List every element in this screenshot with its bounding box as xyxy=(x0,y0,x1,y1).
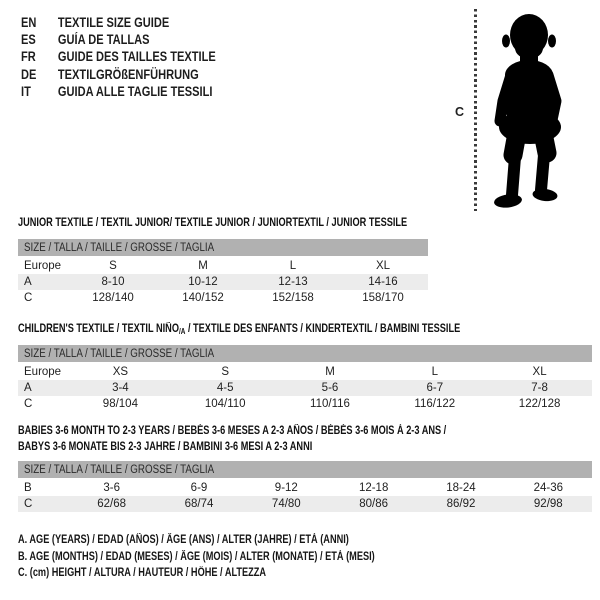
cell: 12-18 xyxy=(358,482,389,494)
babies-table-title xyxy=(18,423,553,455)
cell: 4-5 xyxy=(216,382,234,394)
cell: 18-24 xyxy=(446,482,476,494)
cell: 122/128 xyxy=(518,398,561,410)
footnotes xyxy=(18,534,464,584)
lang-row-es xyxy=(21,31,216,48)
size-header-bar xyxy=(18,345,592,362)
title-suffix: / TEXTILE DES ENFANTS / KINDERTEXTIL / BAMBINI TESSILE xyxy=(185,323,461,335)
title-prefix: CHILDREN'S TEXTILE / TEXTIL NIÑO xyxy=(18,323,179,335)
cell: 12-13 xyxy=(278,276,308,288)
children-table-title xyxy=(18,323,571,336)
children-table-title-text xyxy=(18,323,460,336)
table-row-height xyxy=(18,290,428,306)
table-row-months xyxy=(18,480,592,496)
lang-row-it xyxy=(21,83,216,100)
cell: 110/116 xyxy=(310,398,350,410)
lang-title: GUIDE DES TAILLES TEXTILE xyxy=(57,49,216,65)
cell: XL xyxy=(532,366,547,378)
cell: 158/170 xyxy=(362,292,404,304)
footnote-c-text: C. (cm) HEIGHT / ALTURA / HAUTEUR / HÖHE / ALTEZZA xyxy=(18,567,267,579)
footnote-b xyxy=(18,551,464,568)
size-header-label: SIZE / TALLA / TAILLE / GRÖSSE / TAGLIA xyxy=(24,241,215,254)
cell: XS xyxy=(112,366,129,378)
cell: M xyxy=(325,366,335,378)
language-list xyxy=(21,14,259,100)
cell: 24-36 xyxy=(533,482,564,494)
babies-size-table xyxy=(18,461,592,512)
cell: 74/80 xyxy=(271,498,301,510)
lang-title: TEXTILGRÖßENFÜHRUNG xyxy=(57,66,199,82)
lang-row-fr xyxy=(21,48,216,65)
junior-table-title xyxy=(18,217,504,229)
lang-code: FR xyxy=(21,49,36,65)
cell: 6-9 xyxy=(190,482,208,494)
lang-row-de xyxy=(21,66,216,83)
lang-title: GUÍA DE TALLAS xyxy=(57,32,150,48)
cell: 14-16 xyxy=(368,276,398,288)
cell: 152/158 xyxy=(272,292,314,304)
cell: 104/110 xyxy=(204,398,246,410)
table-row-height xyxy=(18,396,592,412)
table-row-age xyxy=(18,380,592,396)
height-measure-label: C xyxy=(455,105,465,119)
row-label: A xyxy=(24,382,32,394)
size-header-label: SIZE / TALLA / TAILLE / GRÖSSE / TAGLIA xyxy=(24,463,215,476)
footnote-a-text: A. AGE (YEARS) / EDAD (AÑOS) / ÂGE (ANS) / ALTER (JAHRE) / ETÀ (ANNI) xyxy=(18,534,349,546)
lang-title: TEXTILE SIZE GUIDE xyxy=(57,15,170,31)
table-row-height xyxy=(18,496,592,512)
height-dashed-line xyxy=(474,9,477,211)
babies-title-line1: BABIES 3-6 MONTH TO 2-3 YEARS / BEBÉS 3-6 MESES A 2-3 AÑOS / BÉBÉS 3-6 MOIS À 2-3 ANS / xyxy=(18,425,447,437)
size-header-bar xyxy=(18,461,592,478)
cell: 86/92 xyxy=(446,498,476,510)
footnote-b-text: B. AGE (MONTHS) / EDAD (MESES) / ÂGE (MOIS) / ALTER (MONATE) / ETÀ (MESI) xyxy=(18,550,375,563)
cell: 80/86 xyxy=(359,498,389,510)
babies-title-line2: BABYS 3-6 MONATE BIS 2-3 JAHRE / BAMBINI 3-6 MESI A 2-3 ANNI xyxy=(18,441,313,453)
cell: 98/104 xyxy=(102,398,138,410)
table-row-europe xyxy=(18,258,428,274)
lang-row-en xyxy=(21,14,216,31)
cell: 140/152 xyxy=(182,292,224,304)
cell: L xyxy=(289,260,297,272)
cell: 92/98 xyxy=(533,498,563,510)
row-label: A xyxy=(24,276,32,288)
cell: 6-7 xyxy=(426,382,444,394)
cell: XL xyxy=(375,260,391,272)
cell: 10-12 xyxy=(188,276,218,288)
size-header-bar xyxy=(18,239,428,256)
children-size-table xyxy=(18,345,592,412)
lang-title: GUIDA ALLE TAGLIE TESSILI xyxy=(57,83,213,99)
cell: 68/74 xyxy=(184,498,214,510)
row-label: Europe xyxy=(24,366,62,378)
row-label: C xyxy=(24,398,33,410)
cell: 8-10 xyxy=(101,276,125,288)
row-label: C xyxy=(24,292,33,304)
row-label: Europe xyxy=(24,260,62,272)
cell: 128/140 xyxy=(92,292,134,304)
title-subscript: /A xyxy=(178,327,186,336)
cell: 5-6 xyxy=(321,382,339,394)
table-row-europe xyxy=(18,364,592,380)
cell: 7-8 xyxy=(531,382,548,394)
cell: 62/68 xyxy=(97,498,127,510)
size-header-label: SIZE / TALLA / TAILLE / GRÖSSE / TAGLIA xyxy=(24,347,215,360)
junior-table-title-text: JUNIOR TEXTILE / TEXTIL JUNIOR/ TEXTILE JUNIOR / JUNIORTEXTIL / JUNIOR TESSILE xyxy=(18,217,408,229)
lang-code: IT xyxy=(21,83,31,99)
lang-code: DE xyxy=(21,66,37,82)
footnote-a xyxy=(18,534,464,551)
cell: M xyxy=(198,260,208,272)
cell: L xyxy=(431,366,438,378)
row-label: B xyxy=(24,482,32,494)
cell: S xyxy=(221,366,230,378)
cell: 9-12 xyxy=(274,482,298,494)
junior-size-table xyxy=(18,239,428,306)
lang-code: EN xyxy=(21,15,37,31)
footnote-c xyxy=(18,567,464,584)
baby-silhouette-icon xyxy=(490,5,575,215)
cell: S xyxy=(109,260,117,272)
row-label: C xyxy=(24,498,33,510)
lang-code: ES xyxy=(21,32,36,48)
cell: 3-4 xyxy=(112,382,129,394)
cell: 116/122 xyxy=(414,398,456,410)
table-row-age xyxy=(18,274,428,290)
cell: 3-6 xyxy=(103,482,120,494)
